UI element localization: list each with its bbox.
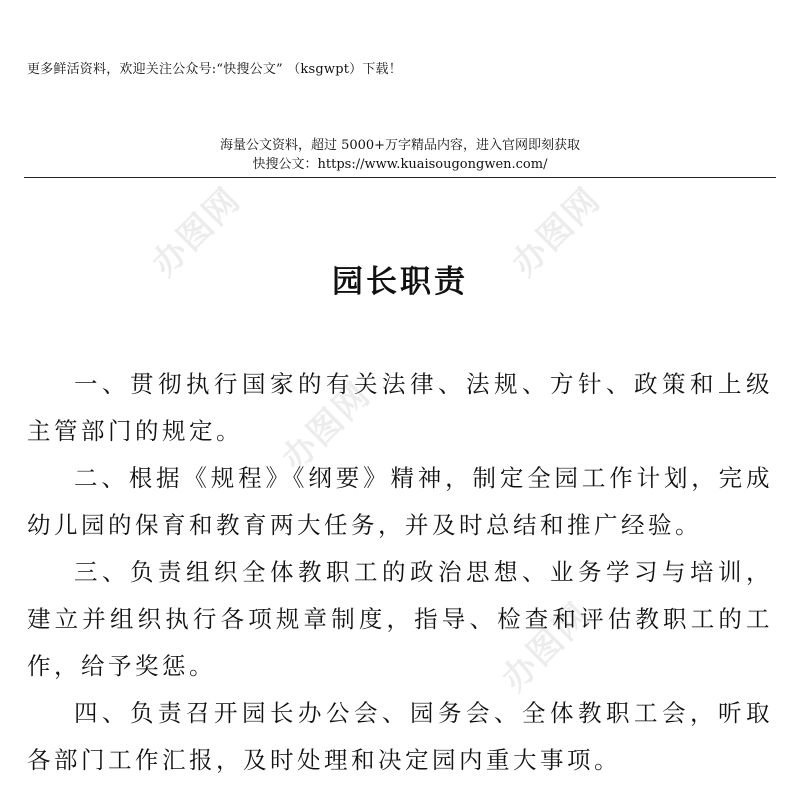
paragraph-1: 一、贯彻执行国家的有关法律、法规、方针、政策和上级主管部门的规定。: [27, 370, 773, 445]
watermark: 办图网: [274, 374, 379, 480]
watermark: 办图网: [494, 594, 599, 700]
document-title: 园长职责: [332, 264, 468, 300]
header-line-1: 海量公文资料，超过 5000+万字精品内容，进入官网即刻获取: [219, 138, 581, 153]
document-body: [27, 361, 773, 784]
header-block: [0, 136, 800, 174]
watermark: 办图网: [504, 179, 609, 285]
header-line-2: 快搜公文：https://www.kuaisougongwen.com/: [252, 157, 548, 172]
paragraph-4: 四、负责召开园长办公会、园务会、全体教职工会，听取各部门工作汇报，及时处理和决定园内重大事项。: [27, 699, 773, 774]
watermark: 办图网: [144, 179, 249, 285]
paragraph-3: 三、负责组织全体教职工的政治思想、业务学习与培训，建立并组织执行各项规章制度，指导、检查和评估教职工的工作，给予奖惩。: [27, 558, 773, 680]
paragraph-2: 二、根据《规程》《纲要》精神，制定全园工作计划，完成幼儿园的保育和教育两大任务，并及时总结和推广经验。: [27, 464, 773, 539]
top-promo-note: 更多鲜活资料，欢迎关注公众号:“快搜公文” （ksgwpt）下载！: [27, 62, 402, 77]
header-divider: [24, 177, 776, 178]
